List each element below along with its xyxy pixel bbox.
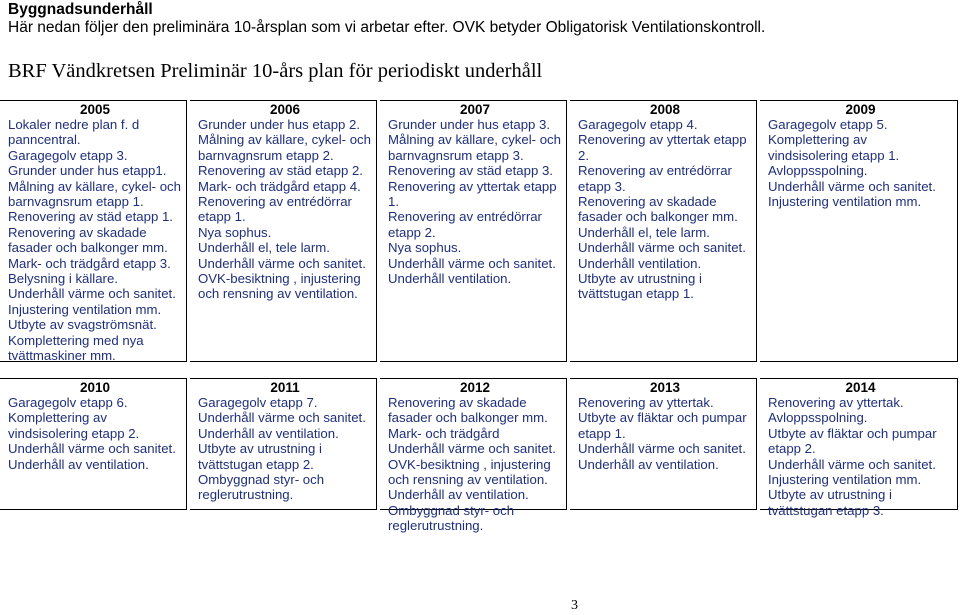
task-list <box>8 395 182 472</box>
task-line: Underhåll värme och sanitet. <box>388 255 556 271</box>
task-list <box>198 395 372 503</box>
plan-row-1 <box>0 100 960 362</box>
task-line: Renovering av skadade <box>578 194 717 210</box>
task-line: Renovering av skadade <box>8 224 147 240</box>
intro-text: Här nedan följer den preliminära 10-årsplan som vi arbetar efter. OVK betyder Obligatorisk Ventilationskontroll. <box>8 19 766 36</box>
year-column-2006 <box>190 100 377 362</box>
task-line: Underhåll el, tele larm. <box>578 224 710 240</box>
task-line: Ombyggnad styr- och <box>198 472 325 488</box>
task-line: Renovering av städ etapp 3. <box>388 163 553 179</box>
year-label: 2005 <box>79 102 111 117</box>
task-line: Garagegolv etapp 3. <box>8 147 128 163</box>
task-line: barnvagnsrum etapp 1. <box>8 194 144 210</box>
task-line: Renovering av yttertak etapp <box>578 132 747 148</box>
year-label: 2011 <box>270 380 300 395</box>
task-line: Grunder under hus etapp1. <box>8 163 167 179</box>
task-line: Mark- och trädgård <box>388 425 500 441</box>
year-label: 2013 <box>649 380 681 395</box>
year-label: 2008 <box>649 102 681 117</box>
task-line: Underhåll värme och sanitet. <box>578 240 746 256</box>
year-column-2011 <box>190 378 377 510</box>
task-line: Utbyte av svagströmsnät. <box>8 317 157 333</box>
task-line: Utbyte av utrustning i <box>768 487 892 503</box>
task-line: etapp 2. <box>768 441 816 457</box>
year-column-2013 <box>570 378 757 510</box>
year-label: 2009 <box>845 102 876 117</box>
year-column-2009 <box>760 100 958 362</box>
task-line: Injustering ventilation mm. <box>768 472 922 488</box>
year-label: 2014 <box>845 380 876 395</box>
task-line: fasader och balkonger mm. <box>578 209 738 225</box>
year-label: 2012 <box>459 380 491 395</box>
task-line: Underhåll av ventilation. <box>8 456 149 472</box>
task-line: Underhåll ventilation. <box>578 255 702 271</box>
task-line: OVK-besiktning , injustering <box>198 271 361 287</box>
task-line: Underhåll värme och sanitet. <box>198 410 366 426</box>
task-line: etapp 3. <box>578 178 626 194</box>
task-line: Renovering av skadade <box>388 395 527 410</box>
task-line: Komplettering av <box>8 410 107 426</box>
task-line: fasader och balkonger mm. <box>8 240 168 256</box>
task-line: Renovering av städ etapp 1. <box>8 209 173 225</box>
task-line: etapp 1. <box>198 209 246 225</box>
task-line: panncentral. <box>8 132 81 148</box>
task-line: Mark- och trädgård etapp 4. <box>198 178 361 194</box>
task-line: barnvagnsrum etapp 3. <box>388 147 524 163</box>
year-label: 2010 <box>79 380 111 395</box>
task-line: Belysning i källare. <box>8 271 118 287</box>
task-line: Ombyggnad styr- och <box>388 502 515 518</box>
task-line: Underhåll el, tele larm. <box>198 240 330 256</box>
task-line: 1. <box>388 194 399 210</box>
task-list <box>578 395 752 472</box>
task-line: Mark- och trädgård etapp 3. <box>8 255 171 271</box>
task-line: Underhåll värme och sanitet. <box>198 255 366 271</box>
task-line: Nya sophus. <box>198 224 272 240</box>
task-line: Renovering av yttertak. <box>768 395 904 410</box>
task-line: fasader och balkonger mm. <box>388 410 548 426</box>
task-line: Komplettering med nya <box>8 332 144 348</box>
plan-row-2 <box>0 378 960 534</box>
task-line: Renovering av städ etapp 2. <box>198 163 363 179</box>
year-column-2012 <box>380 378 567 534</box>
task-line: Utbyte av fläktar och pumpar <box>578 410 747 426</box>
task-line: Renovering av entrédörrar <box>198 194 352 210</box>
task-line: Renovering av entrédörrar <box>388 209 542 225</box>
task-line: Garagegolv etapp 4. <box>578 117 698 132</box>
year-column-2010 <box>0 378 187 510</box>
task-line: Underhåll av ventilation. <box>578 456 719 472</box>
task-line: Målning av källare, cykel- och <box>388 132 561 148</box>
task-line: Renovering av yttertak etapp <box>388 178 557 194</box>
task-line: tvättstugan etapp 1. <box>578 286 694 302</box>
task-line: Renovering av entrédörrar <box>578 163 732 179</box>
task-line: Målning av källare, cykel- och <box>8 178 181 194</box>
task-line: Målning av källare, cykel- och <box>198 132 371 148</box>
task-line: Underhåll värme och sanitet. <box>578 441 746 457</box>
year-column-2008 <box>570 100 757 362</box>
task-line: Lokaler nedre plan f. d <box>8 117 140 132</box>
task-line: Grunder under hus etapp 2. <box>198 117 361 132</box>
task-line: Underhåll värme och sanitet. <box>768 178 936 194</box>
task-line: Nya sophus. <box>388 240 462 256</box>
task-line: Komplettering av <box>768 132 867 148</box>
task-line: Utbyte av utrustning i <box>578 271 702 287</box>
year-column-2007 <box>380 100 567 362</box>
task-line: Injustering ventilation mm. <box>8 301 162 317</box>
task-line: Underhåll värme och sanitet. <box>8 441 176 457</box>
task-line: Utbyte av fläktar och pumpar <box>768 425 937 441</box>
task-line: Underhåll värme och sanitet. <box>388 441 556 457</box>
task-line: reglerutrustning. <box>198 487 294 503</box>
task-list <box>578 117 752 302</box>
task-line: etapp 1. <box>578 425 626 441</box>
task-line: 2. <box>578 147 589 163</box>
year-label: 2006 <box>269 102 301 117</box>
task-list <box>388 117 562 286</box>
document-heading: Byggnadsunderhåll <box>8 1 153 18</box>
year-column-2005 <box>0 100 187 362</box>
task-line: tvättmaskiner mm. <box>8 348 116 364</box>
page-number: 3 <box>571 598 578 613</box>
task-line: etapp 2. <box>388 224 436 240</box>
task-line: Utbyte av utrustning i <box>198 441 322 457</box>
task-list <box>768 117 953 209</box>
task-line: Grunder under hus etapp 3. <box>388 117 551 132</box>
task-line: vindsisolering etapp 2. <box>8 425 140 441</box>
task-line: Avloppsspolning. <box>768 410 868 426</box>
task-line: Underhåll värme och sanitet. <box>768 456 936 472</box>
task-line: tvättstugan etapp 2. <box>198 456 314 472</box>
plan-title: BRF Vändkretsen Preliminär 10-års plan för periodiskt underhåll <box>8 60 543 82</box>
task-line: Garagegolv etapp 6. <box>8 395 128 410</box>
task-line: tvättstugan etapp 3. <box>768 502 884 518</box>
task-line: OVK-besiktning , injustering <box>388 456 551 472</box>
task-line: Underhåll av ventilation. <box>198 425 339 441</box>
task-line: Renovering av yttertak. <box>578 395 714 410</box>
task-line: och rensning av ventilation. <box>388 472 548 488</box>
task-line: Underhåll värme och sanitet. <box>8 286 176 302</box>
task-line: Injustering ventilation mm. <box>768 194 922 210</box>
year-label: 2007 <box>459 102 491 117</box>
task-line: barnvagnsrum etapp 2. <box>198 147 334 163</box>
task-line: Underhåll ventilation. <box>388 271 512 287</box>
task-list <box>198 117 372 302</box>
task-line: Avloppsspolning. <box>768 163 868 179</box>
task-line: reglerutrustning. <box>388 518 484 534</box>
task-line: Garagegolv etapp 5. <box>768 117 888 132</box>
task-list <box>768 395 953 518</box>
task-line: Underhåll av ventilation. <box>388 487 529 503</box>
task-list <box>8 117 182 364</box>
task-line: och rensning av ventilation. <box>198 286 358 302</box>
year-column-2014 <box>760 378 958 518</box>
task-line: Garagegolv etapp 7. <box>198 395 318 410</box>
task-list <box>388 395 562 534</box>
task-line: vindsisolering etapp 1. <box>768 147 900 163</box>
